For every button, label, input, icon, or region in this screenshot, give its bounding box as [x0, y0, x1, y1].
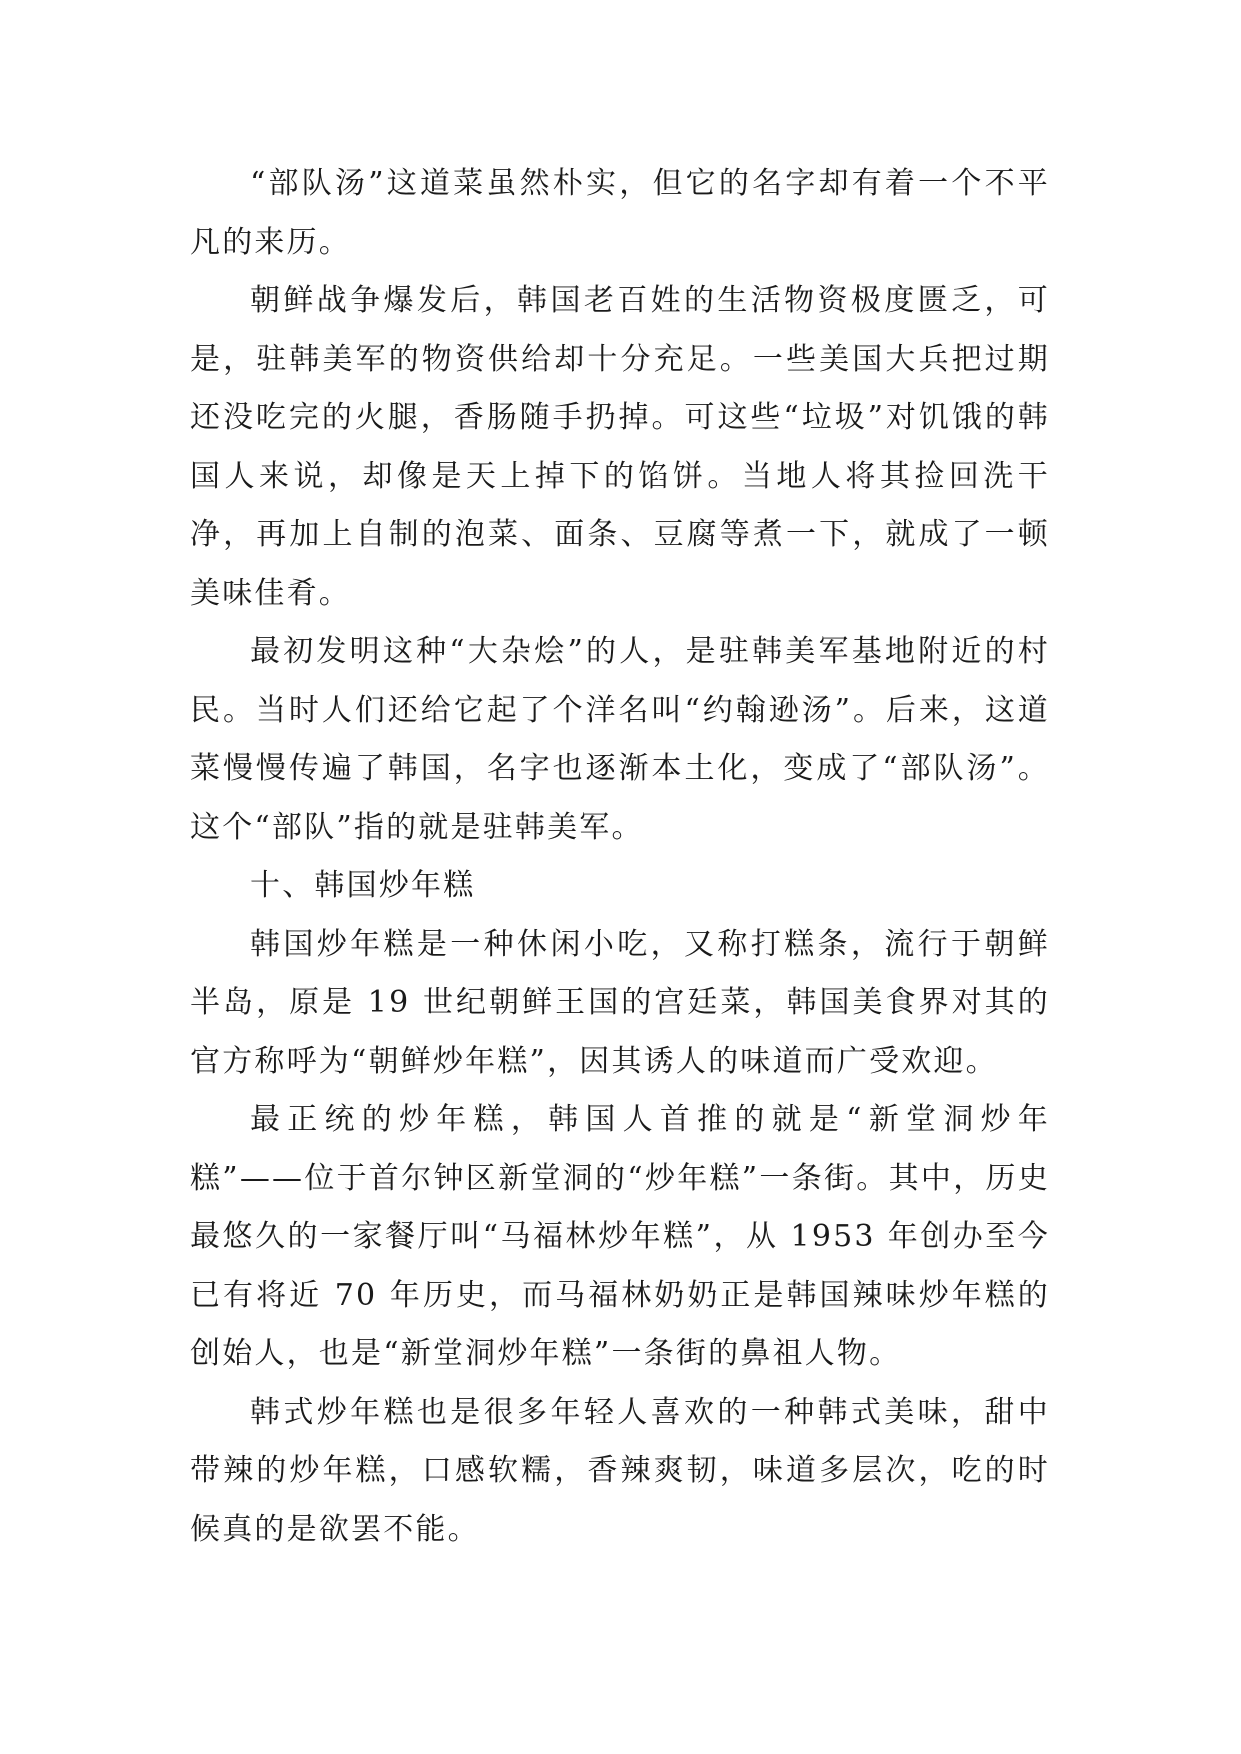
paragraph-sindang-dong: 最正统的炒年糕，韩国人首推的就是“新堂洞炒年糕”——位于首尔钟区新堂洞的“炒年糕”一条街。其中，历史最悠久的一家餐厅叫“马福林炒年糕”，从 1953 年创办至今已有将近 70 年历史，而马福林奶奶正是韩国辣味炒年糕的创始人，也是“新堂洞炒年糕”一条街的鼻祖人物。 [190, 1102, 1050, 1371]
paragraph-johnson-tang: 最初发明这种“大杂烩”的人，是驻韩美军基地附近的村民。当时人们还给它起了个洋名叫“约翰逊汤”。后来，这道菜慢慢传遍了韩国，名字也逐渐本土化，变成了“部队汤”。这个“部队”指的就是驻韩美军。 [190, 634, 1050, 845]
paragraph-tteokbokki-taste: 韩式炒年糕也是很多年轻人喜欢的一种韩式美味，甜中带辣的炒年糕，口感软糯，香辣爽韧，味道多层次，吃的时候真的是欲罢不能。 [190, 1394, 1050, 1547]
paragraph-tteokbokki-intro: 韩国炒年糕是一种休闲小吃，又称打糕条，流行于朝鲜半岛，原是 19 世纪朝鲜王国的宫廷菜，韩国美食界对其的官方称呼为“朝鲜炒年糕”，因其诱人的味道而广受欢迎。 [190, 926, 1050, 1079]
section-heading-tteokbokki: 十、韩国炒年糕 [250, 868, 476, 903]
paragraph-budae-jjigae-intro: “部队汤”这道菜虽然朴实，但它的名字却有着一个不平凡的来历。 [190, 166, 1050, 260]
body-text [190, 155, 1050, 1559]
paragraph-korean-war-origin: 朝鲜战争爆发后，韩国老百姓的生活物资极度匮乏，可是，驻韩美军的物资供给却十分充足。一些美国大兵把过期还没吃完的火腿，香肠随手扔掉。可这些“垃圾”对饥饿的韩国人来说，却像是天上掉下的馅饼。当地人将其捡回洗干净，再加上自制的泡菜、面条、豆腐等煮一下，就成了一顿美味佳肴。 [190, 283, 1050, 611]
